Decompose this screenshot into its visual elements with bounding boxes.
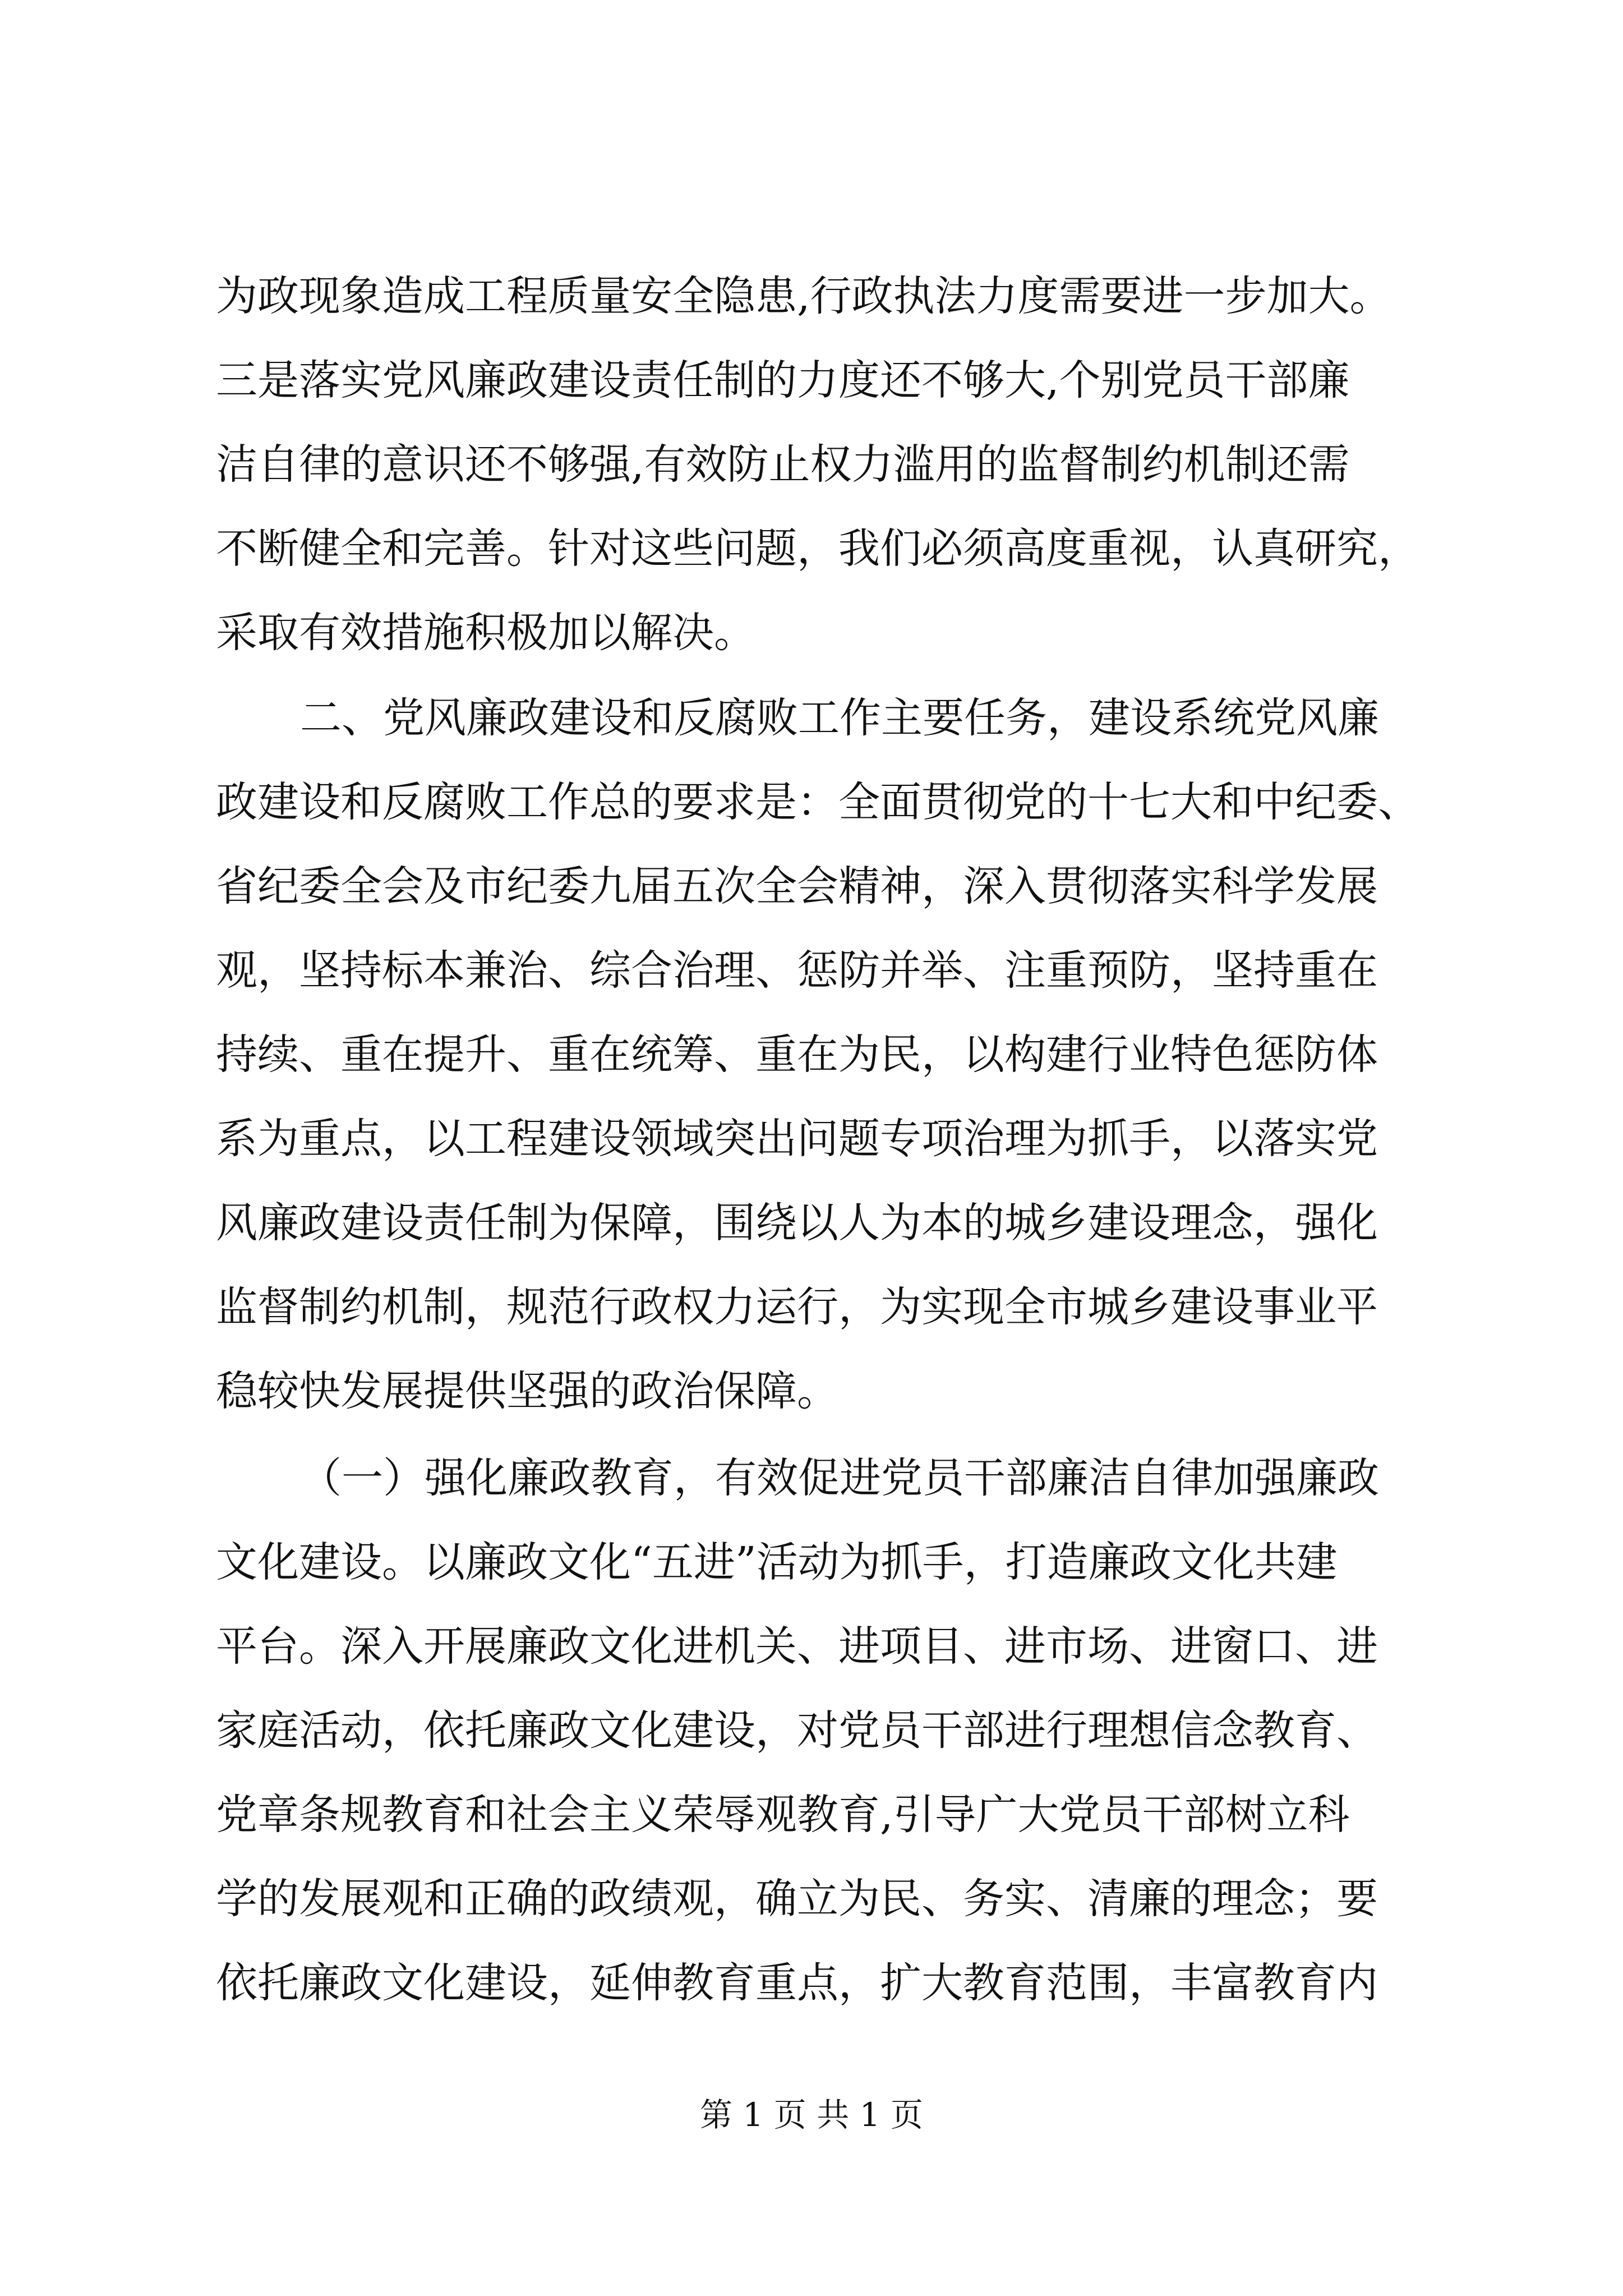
body-line-2: 三是落实党风廉政建设责任制的力度还不够大,个别党员干部廉 bbox=[216, 356, 1350, 404]
body-line-16: 文化建设。以廉政文化“五进”活动为抓手，打造廉政文化共建 bbox=[216, 1538, 1338, 1586]
body-line-14: 稳较快发展提供坚强的政治保障。 bbox=[216, 1367, 838, 1415]
body-line-19: 党章条规教育和社会主义荣辱观教育,引导广大党员干部树立科 bbox=[216, 1791, 1350, 1839]
body-line-8: 省纪委全会及市纪委九届五次全会精神，深入贯彻落实科学发展 bbox=[216, 862, 1378, 910]
body-line-11: 系为重点，以工程建设领域突出问题专项治理为抓手，以落实党 bbox=[216, 1115, 1378, 1163]
body-line-12: 风廉政建设责任制为保障，围绕以人为本的城乡建设理念，强化 bbox=[216, 1199, 1378, 1247]
body-line-18: 家庭活动，依托廉政文化建设，对党员干部进行理想信念教育、 bbox=[216, 1706, 1378, 1755]
body-line-20: 学的发展观和正确的政绩观，确立为民、务实、清廉的理念；要 bbox=[216, 1875, 1378, 1923]
body-line-1: 为政现象造成工程质量安全隐患,行政执法力度需要进一步加大。 bbox=[216, 272, 1391, 320]
body-line-7: 政建设和反腐败工作总的要求是：全面贯彻党的十七大和中纪委、 bbox=[216, 778, 1419, 826]
section-two-first-line: 二、党风廉政建设和反腐败工作主要任务，建设系统党风廉 bbox=[300, 694, 1379, 742]
body-line-4: 不断健全和完善。针对这些问题，我们必须高度重视，认真研究， bbox=[216, 524, 1419, 573]
body-line-10: 持续、重在提升、重在统筹、重在为民，以构建行业特色惩防体 bbox=[216, 1030, 1378, 1079]
body-line-21: 依托廉政文化建设，延伸教育重点，扩大教育范围，丰富教育内 bbox=[216, 1959, 1378, 2007]
page-footer: 第 1 页 共 1 页 bbox=[700, 2096, 923, 2134]
body-line-13: 监督制约机制，规范行政权力运行，为实现全市城乡建设事业平 bbox=[216, 1283, 1378, 1331]
body-line-3: 洁自律的意识还不够强,有效防止权力滥用的监督制约机制还需 bbox=[216, 440, 1350, 489]
body-line-17: 平台。深入开展廉政文化进机关、进项目、进市场、进窗口、进 bbox=[216, 1622, 1378, 1671]
body-line-9: 观，坚持标本兼治、综合治理、惩防并举、注重预防，坚持重在 bbox=[216, 946, 1378, 995]
body-line-5: 采取有效措施积极加以解决。 bbox=[216, 609, 755, 657]
subsection-one-first-line: （一）强化廉政教育，有效促进党员干部廉洁自律加强廉政 bbox=[300, 1454, 1379, 1502]
